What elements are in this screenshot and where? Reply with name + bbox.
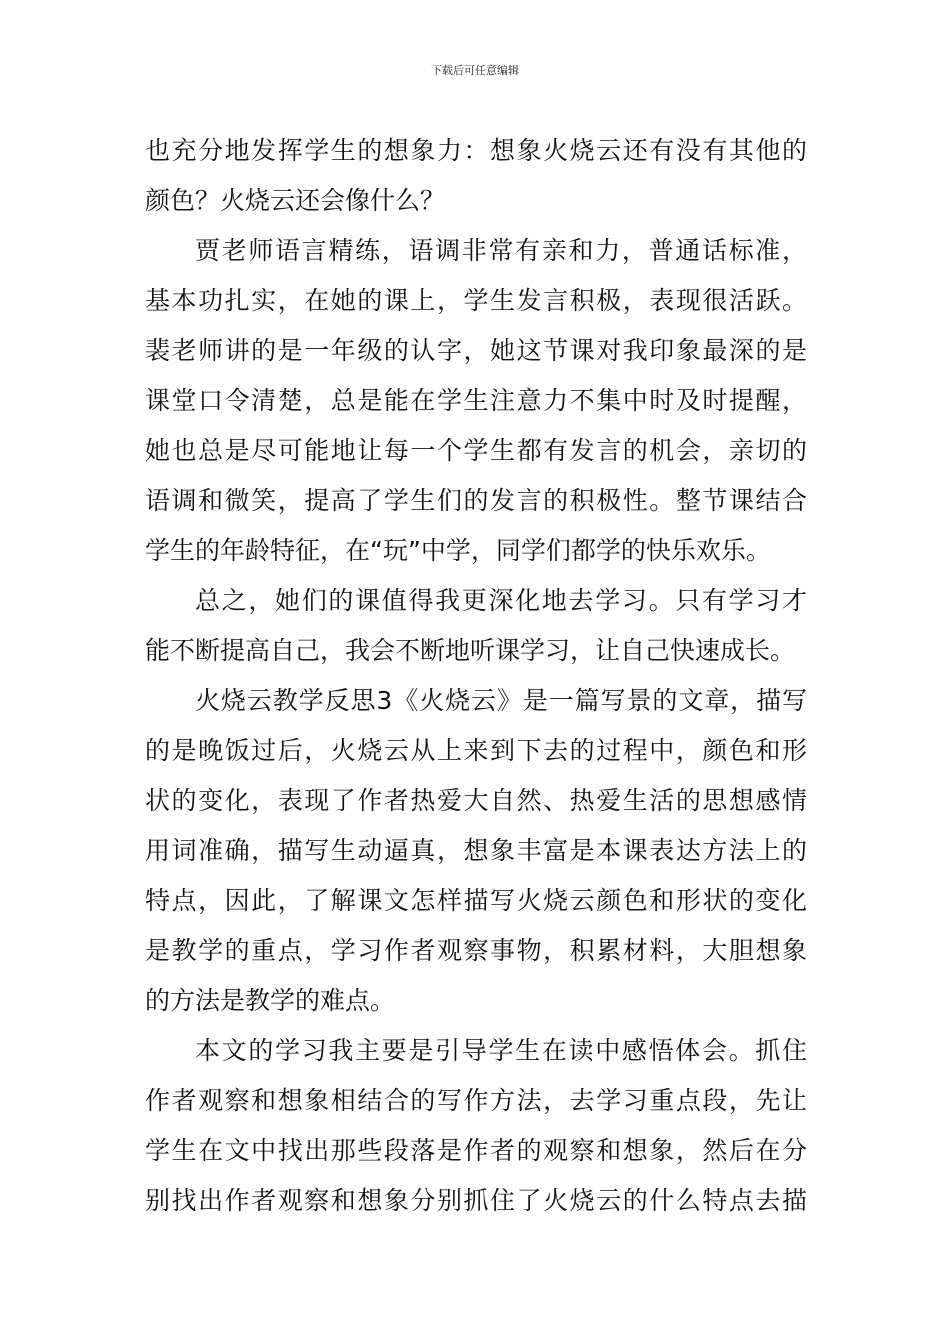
text-line: 学生在文中找出那些段落是作者的观察和想象，然后在分: [145, 1136, 807, 1165]
text-line: 总之，她们的课值得我更深化地去学习。只有学习才: [195, 586, 807, 615]
text-line: 本文的学习我主要是引导学生在读中感悟体会。抓住: [195, 1036, 807, 1065]
text-line: 的是晚饭过后，火烧云从上来到下去的过程中，颜色和形: [145, 736, 807, 765]
text-line: 别找出作者观察和想象分别抓住了火烧云的什么特点去描: [145, 1186, 807, 1215]
text-line: 特点，因此，了解课文怎样描写火烧云颜色和形状的变化: [145, 886, 807, 915]
text-line: 能不断提高自己，我会不断地听课学习，让自己快速成长。: [145, 636, 796, 665]
text-line: 语调和微笑，提高了学生们的发言的积极性。整节课结合: [145, 486, 807, 515]
text-line: 也充分地发挥学生的想象力：想象火烧云还有没有其他的: [145, 136, 807, 165]
text-line: 基本功扎实，在她的课上，学生发言积极，表现很活跃。: [145, 286, 807, 315]
text-line: 的方法是教学的难点。: [145, 986, 396, 1015]
page-header: 下载后可任意编辑: [431, 64, 519, 77]
text-line: 是教学的重点，学习作者观察事物，积累材料，大胆想象: [145, 936, 807, 965]
text-line: 作者观察和想象相结合的写作方法，去学习重点段，先让: [145, 1086, 807, 1115]
text-line: 学生的年龄特征，在“玩”中学，同学们都学的快乐欢乐。: [145, 536, 771, 565]
text-line: 她也总是尽可能地让每一个学生都有发言的机会，亲切的: [145, 436, 807, 465]
text-line: 裴老师讲的是一年级的认字，她这节课对我印象最深的是: [145, 336, 807, 365]
text-line: 火烧云教学反思3《火烧云》是一篇写景的文章，描写: [195, 686, 807, 715]
text-line: 用词准确，描写生动逼真，想象丰富是本课表达方法上的: [145, 836, 807, 865]
text-line: 颜色？火烧云还会像什么？: [145, 186, 446, 215]
text-line: 状的变化，表现了作者热爱大自然、热爱生活的思想感情: [145, 786, 807, 815]
text-line: 课堂口令清楚，总是能在学生注意力不集中时及时提醒，: [145, 386, 807, 415]
text-line: 贾老师语言精练，语调非常有亲和力，普通话标准，: [195, 236, 807, 265]
document-body: [145, 126, 807, 1226]
